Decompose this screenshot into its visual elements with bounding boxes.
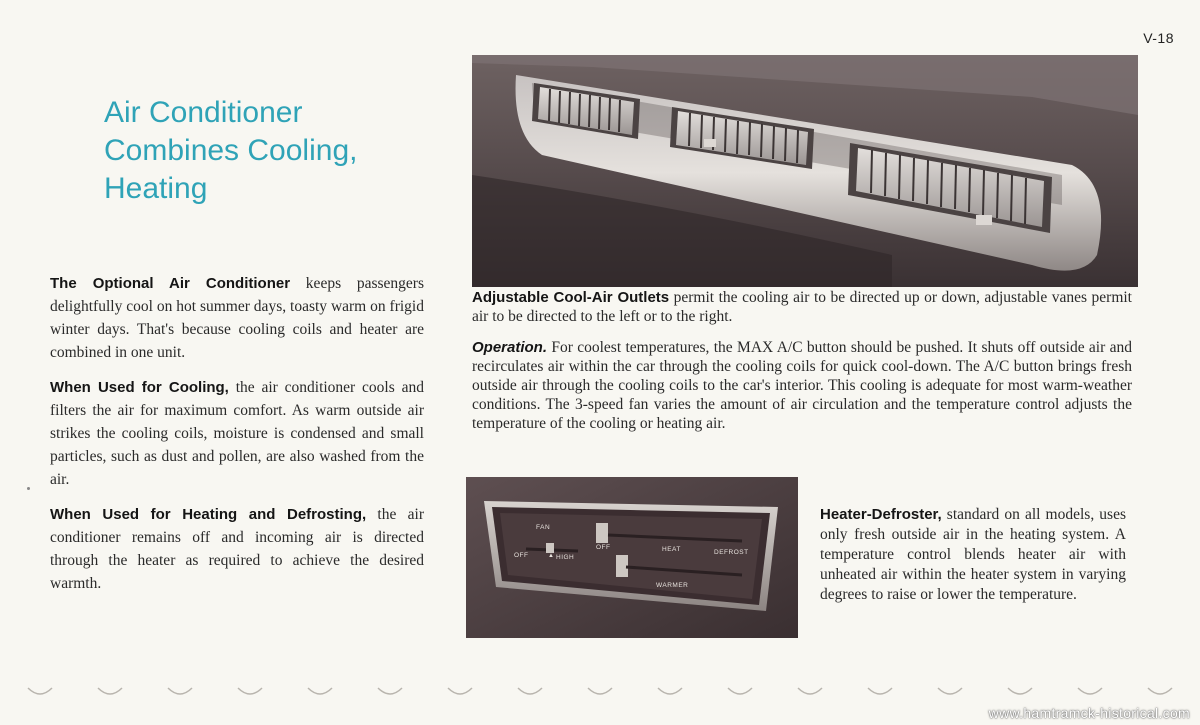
page-number: V-18 <box>1143 30 1174 46</box>
middle-column <box>472 288 1132 445</box>
fan-off-label: OFF <box>514 552 529 559</box>
paragraph-heating <box>50 503 424 595</box>
paragraph-optional-ac <box>50 272 424 364</box>
lead-cooling: When Used for Cooling, <box>50 379 229 396</box>
lead-heating: When Used for Heating and Defrosting, <box>50 506 367 523</box>
control-panel-illustration <box>466 477 798 638</box>
paragraph-cooling <box>50 376 424 491</box>
warmer-label: WARMER <box>656 582 689 589</box>
title-line-2: Combines Cooling, <box>104 134 358 167</box>
page-title <box>104 94 434 208</box>
temp-off-label: OFF <box>596 544 611 551</box>
outlets-illustration <box>472 55 1138 287</box>
text-operation: For coolest temperatures, the MAX A/C button should be pushed. It shuts off outside air and recirculates air within the car through the cooling coils for quick cool-down. The A/C button brings fresh outside air through the cooling coils to the car's interior. This cooling is adequate for most warm-weather conditions. The 3-speed fan varies the amount of air circulation and the temperature control adjusts the temperature of the cooling or heating air. <box>472 339 1132 432</box>
text-heating: the air conditioner remains off and incoming air is directed through the heater as required to achieve the desired warmth. <box>50 506 424 592</box>
text-outlets: permit the cooling air to be directed up or down, adjustable vanes permit air to be directed to the left or to the right. <box>472 289 1132 325</box>
heat-label: HEAT <box>662 546 681 553</box>
title-line-1: Air Conditioner <box>104 96 303 129</box>
control-panel-photo <box>466 477 798 638</box>
cool-air-outlets-photo <box>472 55 1138 287</box>
binding-scallops <box>0 676 1200 706</box>
text-cooling: the air conditioner cools and filters the air for maximum comfort. As warm outside air strikes the cooling coils, moisture is condensed and small particles, such as dust and pollen, are also washed from the air. <box>50 379 424 488</box>
title-line-3: Heating <box>104 172 208 205</box>
lead-optional-ac: The Optional Air Conditioner <box>50 275 291 292</box>
lead-outlets: Adjustable Cool-Air Outlets <box>472 289 670 306</box>
left-column <box>50 272 424 607</box>
lead-heater-defroster: Heater-Defroster, <box>820 506 942 523</box>
arrow-up-icon: ▲ <box>548 553 554 559</box>
speck <box>27 487 30 490</box>
defrost-label: DEFROST <box>714 549 749 556</box>
right-column <box>820 505 1126 617</box>
lead-operation: Operation. <box>472 339 548 356</box>
watermark: www.hamtramck-historical.com <box>988 705 1190 721</box>
fan-label: FAN <box>536 524 551 531</box>
text-heater-defroster: standard on all models, uses only fresh outside air in the heating system. A temperature control blends heater air with unheated air within the heater system in varying degrees to raise or lower the temperature. <box>820 506 1126 603</box>
paragraph-outlets <box>472 288 1132 326</box>
text-optional-ac: keeps passengers delightfully cool on hot summer days, toasty warm on frigid winter days. That's because cooling coils and heater are combined in one unit. <box>50 275 424 361</box>
fan-high-label: HIGH <box>556 554 575 561</box>
paragraph-heater-defroster <box>820 505 1126 605</box>
paragraph-operation <box>472 338 1132 433</box>
